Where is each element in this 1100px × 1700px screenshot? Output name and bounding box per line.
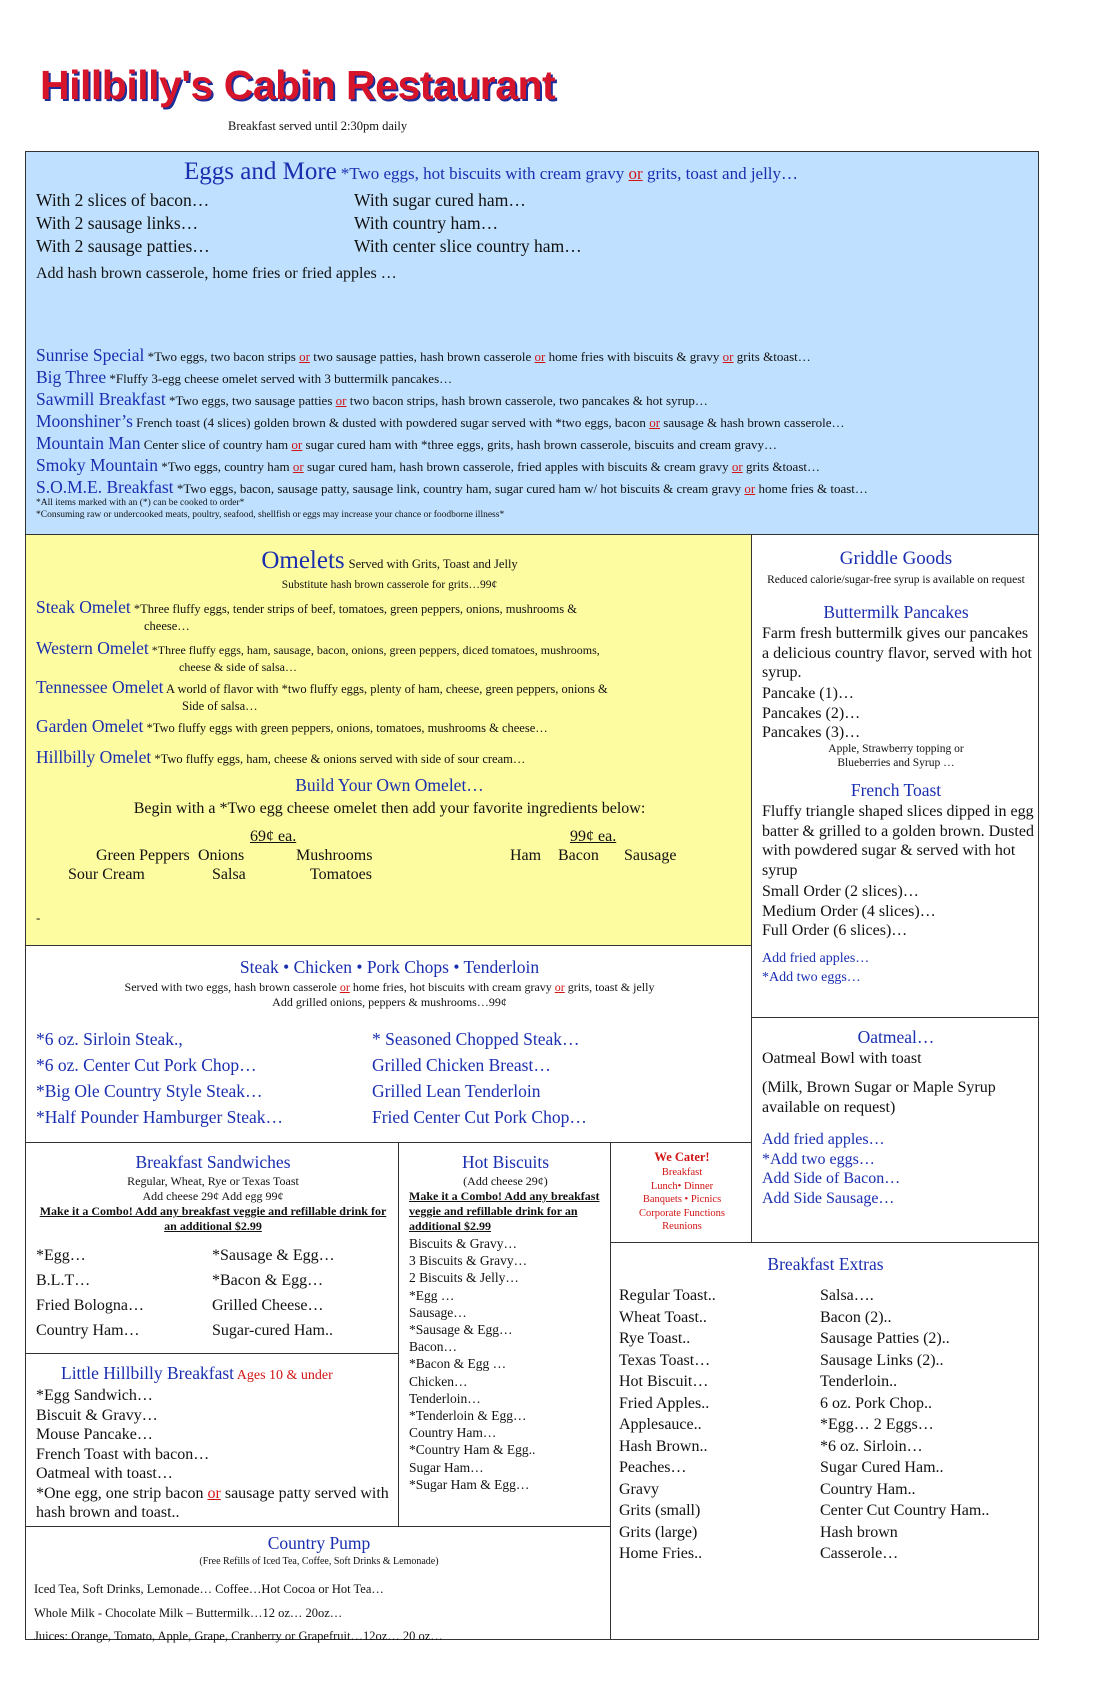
eggs-col1 xyxy=(36,189,210,258)
menu-item: Center Cut Country Ham.. xyxy=(820,1502,990,1519)
eggs-header xyxy=(184,158,798,186)
menu-item: With country ham… xyxy=(354,213,499,233)
extras-title: Breakfast Extras xyxy=(767,1254,884,1274)
menu-item: Fried Bologna… xyxy=(36,1297,144,1314)
steak-chicken-section xyxy=(25,945,752,1143)
omelet-desc: A world of flavor with *two fluffy eggs, plenty of ham, cheese, green peppers, onions & xyxy=(163,682,608,696)
special-desc: grits &toast… xyxy=(742,459,820,474)
dash-mark: - xyxy=(36,910,41,925)
little-list xyxy=(36,1386,392,1523)
menu-item: *6 oz. Sirloin… xyxy=(820,1437,923,1455)
menu-item: French Toast with bacon… xyxy=(36,1445,210,1463)
omelet-tennessee xyxy=(36,677,736,715)
pancake-list xyxy=(762,684,860,743)
menu-item: Pancake (1)… xyxy=(762,685,854,702)
or-word: or xyxy=(292,459,304,474)
pancakes-title: Buttermilk Pancakes xyxy=(823,602,969,622)
menu-item: Rye Toast.. xyxy=(619,1330,691,1347)
or-word: or xyxy=(731,459,743,474)
breakfast-extras-section xyxy=(610,1242,1039,1640)
special-sunrise xyxy=(36,345,1036,367)
sandwich-col1 xyxy=(36,1243,144,1343)
special-sawmill xyxy=(36,389,1036,411)
add-two-eggs: *Add two eggs… xyxy=(762,970,861,985)
biscuits-add-cheese: (Add cheese 29¢) xyxy=(463,1174,548,1188)
french-toast-desc: Fluffy triangle shaped slices dipped in egg batter & grilled to a golden brown. Dusted with powdered sugar & served with hot syrup xyxy=(762,803,1034,879)
menu-item: Grilled Cheese… xyxy=(212,1297,324,1314)
pump-title: Country Pump xyxy=(267,1533,371,1553)
menu-item: *Add two eggs… xyxy=(762,1150,875,1168)
menu-item: Tenderloin.. xyxy=(820,1373,898,1390)
menu-item: With 2 slices of bacon… xyxy=(36,190,210,210)
little-ages: Ages 10 & under xyxy=(234,1368,333,1383)
omelet-name: Hillbilly Omelet xyxy=(36,747,152,767)
menu-item: Fried Center Cut Pork Chop… xyxy=(372,1107,587,1127)
omelet-desc: *Two fluffy eggs with green peppers, onions, tomatoes, mushrooms & cheese… xyxy=(143,721,548,735)
cook-to-order-note: *All items marked with an (*) can be cooked to order* xyxy=(36,498,245,508)
special-desc: home fries with biscuits & gravy xyxy=(545,349,723,364)
oatmeal-title: Oatmeal… xyxy=(857,1027,935,1047)
or-word: or xyxy=(649,415,661,430)
little-hillbilly-section xyxy=(25,1353,399,1527)
menu-item: *One egg, one strip bacon or sausage patty served with hash brown and toast.. xyxy=(36,1484,389,1521)
menu-item: Add Side of Bacon… xyxy=(762,1170,901,1187)
menu-item: Sausage Links (2).. xyxy=(820,1351,944,1369)
oatmeal-adds xyxy=(762,1130,900,1208)
special-desc: Center slice of country ham xyxy=(140,437,292,452)
menu-item: Hash Brown.. xyxy=(619,1437,708,1455)
special-desc: two sausage patties, hash brown casserole xyxy=(309,349,535,364)
ingredients-69 xyxy=(68,845,396,885)
menu-item: With 2 sausage links… xyxy=(36,213,199,233)
menu-item: *Egg… xyxy=(36,1247,86,1264)
or-word: or xyxy=(299,349,310,364)
ingredient: Tomatoes xyxy=(310,866,372,883)
menu-item: With center slice country ham… xyxy=(354,236,582,256)
or-word: or xyxy=(207,1484,221,1502)
special-desc: sugar cured ham with *three eggs, grits, hash brown casserole, biscuits and cream gravy… xyxy=(302,437,777,452)
omelet-garden xyxy=(36,716,736,737)
menu-item: Applesauce.. xyxy=(619,1416,702,1433)
omelet-desc: cheese… xyxy=(144,619,190,633)
served-text: home fries, hot biscuits with cream gravy xyxy=(349,980,555,994)
menu-item: Grilled Chicken Breast… xyxy=(372,1055,551,1075)
price-69: 69¢ ea. xyxy=(250,828,297,845)
ingredient: Green Peppers xyxy=(96,847,190,864)
cater-item: Corporate Functions xyxy=(638,1207,726,1219)
hot-biscuits-section xyxy=(398,1142,611,1527)
menu-item: 2 Biscuits & Jelly… xyxy=(409,1270,519,1286)
menu-item: With sugar cured ham… xyxy=(354,190,526,210)
menu-item: Bacon… xyxy=(409,1339,457,1355)
omelet-desc: *Two fluffy eggs, ham, cheese & onions served with side of sour cream… xyxy=(151,752,526,766)
biscuits-title: Hot Biscuits xyxy=(461,1152,550,1172)
menu-item: Fried Apples.. xyxy=(619,1394,710,1412)
or-word: or xyxy=(335,393,347,408)
special-name: Big Three xyxy=(36,367,107,387)
served-text: Served with two eggs, hash brown casserole xyxy=(124,980,340,994)
menu-item: *6 oz. Center Cut Pork Chop… xyxy=(36,1055,257,1075)
omelets-served: Served with Grits, Toast and Jelly xyxy=(348,557,518,571)
menu-item: *Big Ole Country Style Steak… xyxy=(36,1081,263,1101)
pump-list xyxy=(34,1578,443,1649)
we-cater-section xyxy=(610,1142,752,1243)
french-toast-list xyxy=(762,882,936,941)
special-smoky-mountain xyxy=(36,455,1036,477)
restaurant-title: Hillbilly's Cabin Restaurant xyxy=(40,62,556,108)
steak-add: Add grilled onions, peppers & mushrooms…99¢ xyxy=(272,995,507,1009)
special-desc: grits &toast… xyxy=(733,349,811,364)
menu-item: Grilled Lean Tenderloin xyxy=(372,1081,541,1101)
cater-item: Lunch• Dinner xyxy=(650,1180,714,1192)
special-name: Mountain Man xyxy=(36,433,141,453)
special-desc: sugar cured ham, hash brown casserole, fried apples with biscuits & cream gravy xyxy=(303,459,732,474)
special-name: Smoky Mountain xyxy=(36,455,159,475)
add-fried-apples: Add fried apples… xyxy=(762,951,870,966)
omelet-name: Garden Omelet xyxy=(36,716,144,736)
menu-item: Sugar Cured Ham.. xyxy=(820,1459,944,1476)
ingredient: Bacon xyxy=(558,847,599,864)
menu-item: *Sugar Ham & Egg… xyxy=(409,1476,530,1492)
sandwich-combo: Make it a Combo! Add any breakfast veggie and refillable drink for an additional $2.99 xyxy=(39,1204,387,1233)
special-desc: *Two eggs, bacon, sausage patty, sausage link, country ham, sugar cured ham w/ hot biscuits & cream gravy xyxy=(173,481,745,496)
special-desc: *Two eggs, two bacon strips xyxy=(144,349,300,364)
omelets-header xyxy=(26,547,753,575)
menu-item: With 2 sausage patties… xyxy=(36,236,210,256)
menu-item: Add Side Sausage… xyxy=(762,1189,895,1207)
or-word: or xyxy=(339,980,350,994)
menu-item: B.L.T… xyxy=(36,1272,91,1289)
eggs-and-more-section xyxy=(25,151,1039,535)
omelet-steak xyxy=(36,597,736,635)
ingredient: Salsa xyxy=(212,866,246,883)
breakfast-sandwiches-section xyxy=(25,1142,399,1354)
menu-item: Chicken… xyxy=(409,1373,468,1389)
price-99: 99¢ ea. xyxy=(570,828,617,845)
special-moonshiners xyxy=(36,411,1036,433)
menu-item: Hot Biscuit… xyxy=(619,1373,709,1390)
omelet-name: Steak Omelet xyxy=(36,597,131,617)
omelets-title: Omelets xyxy=(261,547,345,574)
omelet-hillbilly xyxy=(36,747,736,768)
menu-item: Regular Toast.. xyxy=(619,1287,716,1304)
menu-item: Wheat Toast.. xyxy=(619,1308,707,1326)
menu-item: Gravy xyxy=(619,1480,659,1498)
biscuits-list xyxy=(409,1235,535,1493)
eggs-add-sides: Add hash brown casserole, home fries or fried apples … xyxy=(36,265,397,282)
omelet-desc: cheese & side of salsa… xyxy=(179,660,297,674)
menu-item: *Egg Sandwich… xyxy=(36,1387,153,1404)
menu-item: Home Fries.. xyxy=(619,1545,703,1562)
omelet-name: Tennessee Omelet xyxy=(36,677,164,697)
eggs-col2 xyxy=(354,189,582,258)
build-omelet-title: Build Your Own Omelet… xyxy=(295,775,484,795)
griddle-goods-section xyxy=(751,534,1039,1018)
cater-item: Banquets • Picnics xyxy=(642,1194,722,1205)
menu-item: 3 Biscuits & Gravy… xyxy=(409,1253,528,1269)
or-word: or xyxy=(744,481,756,496)
special-mountain-man xyxy=(36,433,1036,455)
menu-item: Sausage Patties (2).. xyxy=(820,1330,950,1347)
pancakes-desc: Farm fresh buttermilk gives our pancakes a delicious country flavor, served with hot syrup. xyxy=(762,625,1032,681)
specials-list xyxy=(36,345,1036,521)
special-desc: two bacon strips, hash brown casserole, two pancakes & hot syrup… xyxy=(346,393,708,408)
oatmeal-note: (Milk, Brown Sugar or Maple Syrup available on request) xyxy=(762,1079,996,1116)
steak-served xyxy=(26,979,753,995)
menu-item: Oatmeal with toast… xyxy=(36,1465,173,1482)
cater-item: Reunions xyxy=(662,1221,702,1232)
consumption-warning: *Consuming raw or undercooked meats, poultry, seafood, shellfish or eggs may increase your chance or foodborne illness* xyxy=(36,510,505,520)
steak-col1 xyxy=(36,1026,283,1130)
cater-title: We Cater! xyxy=(654,1150,710,1164)
or-word: or xyxy=(628,164,643,183)
sandwiches-title: Breakfast Sandwiches xyxy=(135,1152,291,1172)
special-name: S.O.M.E. Breakfast xyxy=(36,477,174,497)
menu-item: Pancakes (2)… xyxy=(762,704,861,722)
extras-col1 xyxy=(619,1285,716,1565)
ingredient: Sausage xyxy=(624,847,677,864)
menu-item: Hash brown xyxy=(820,1523,898,1541)
menu-item: Sugar-cured Ham.. xyxy=(212,1322,333,1339)
drink-line: Juices: Orange, Tomato, Apple, Grape, Cranberry or Grapefruit…12oz… 20 oz… xyxy=(34,1629,443,1643)
syrup-note: Reduced calorie/sugar-free syrup is available on request xyxy=(767,574,1025,586)
extras-col2 xyxy=(820,1285,989,1565)
drink-line: Whole Milk - Chocolate Milk – Buttermilk…12 oz… 20oz… xyxy=(34,1605,343,1620)
menu-item: Grits (small) xyxy=(619,1502,701,1519)
menu-item: Peaches… xyxy=(619,1459,687,1476)
ingredients-99 xyxy=(510,845,740,867)
menu-item: Bacon (2).. xyxy=(820,1308,892,1326)
menu-item: Sausage… xyxy=(409,1304,467,1320)
little-header xyxy=(61,1362,333,1385)
ingredient: Onions xyxy=(198,847,245,864)
country-pump-section xyxy=(25,1526,611,1643)
menu-item: *Bacon & Egg… xyxy=(212,1272,324,1289)
menu-item: Sugar Ham… xyxy=(409,1459,484,1475)
menu-item: Mouse Pancake… xyxy=(36,1426,153,1443)
french-toast-title: French Toast xyxy=(850,780,942,800)
menu-item: Add fried apples… xyxy=(762,1131,885,1148)
build-omelet-desc: Begin with a *Two egg cheese omelet then add your favorite ingredients below: xyxy=(133,800,646,817)
omelet-name: Western Omelet xyxy=(36,638,149,658)
special-desc: *Fluffy 3-egg cheese omelet served with 3 buttermilk pancakes… xyxy=(106,371,453,386)
steak-col2 xyxy=(372,1026,587,1130)
menu-item: Pancakes (3)… xyxy=(762,724,861,741)
omelets-substitute: Substitute hash brown casserole for grits…99¢ xyxy=(281,579,498,591)
serving-hours: Breakfast served until 2:30pm daily xyxy=(228,119,408,133)
cater-list xyxy=(611,1166,753,1234)
biscuits-combo: Make it a Combo! Add any breakfast veggie and refillable drink for an additional $2.99 xyxy=(409,1189,600,1233)
special-name: Moonshiner’s xyxy=(36,411,133,431)
omelets-section xyxy=(25,534,752,946)
omelet-desc: *Three fluffy eggs, ham, sausage, bacon, onions, green peppers, diced tomatoes, mushrooms, xyxy=(148,643,600,657)
sandwich-add-cheese: Add cheese 29¢ Add egg 99¢ xyxy=(142,1189,284,1203)
special-big-three xyxy=(36,367,1036,389)
menu-item: 6 oz. Pork Chop.. xyxy=(820,1394,932,1412)
or-word: or xyxy=(291,437,303,452)
menu-item: Country Ham.. xyxy=(820,1480,916,1498)
menu-item: * Seasoned Chopped Steak… xyxy=(372,1029,580,1049)
special-desc: *Two eggs, country ham xyxy=(158,459,293,474)
pump-note: (Free Refills of Iced Tea, Coffee, Soft Drinks & Lemonade) xyxy=(199,1556,439,1567)
menu-item: *Egg… 2 Eggs… xyxy=(820,1416,934,1433)
special-desc: French toast (4 slices) golden brown & dusted with powdered sugar served with *two eggs, bacon xyxy=(132,415,650,430)
special-desc: home fries & toast… xyxy=(755,481,868,496)
griddle-title: Griddle Goods xyxy=(839,548,953,569)
ingredient: Mushrooms xyxy=(296,847,373,864)
sandwich-breads: Regular, Wheat, Rye or Texas Toast xyxy=(127,1174,299,1188)
menu-item: Country Ham… xyxy=(409,1425,497,1441)
special-some xyxy=(36,477,1036,497)
or-word: or xyxy=(722,349,734,364)
menu-item: Texas Toast… xyxy=(619,1351,711,1369)
special-desc: *Two eggs, two sausage patties xyxy=(165,393,336,408)
menu-item: Medium Order (4 slices)… xyxy=(762,902,936,920)
menu-item: Casserole… xyxy=(820,1545,899,1562)
menu-item: Grits (large) xyxy=(619,1523,698,1541)
ingredient: Ham xyxy=(510,847,542,864)
omelet-desc: Side of salsa… xyxy=(182,699,258,713)
menu-item: Salsa…. xyxy=(820,1287,874,1304)
eggs-desc: grits, toast and jelly… xyxy=(642,164,799,183)
oatmeal-section xyxy=(751,1017,1039,1243)
little-title: Little Hillbilly Breakfast xyxy=(61,1363,235,1383)
menu-item: Tenderloin… xyxy=(409,1390,481,1406)
menu-item: *Country Ham & Egg.. xyxy=(409,1442,536,1458)
special-desc: sausage & hash brown casserole… xyxy=(660,415,845,430)
special-name: Sawmill Breakfast xyxy=(36,389,166,409)
menu-item: *Egg … xyxy=(409,1287,455,1303)
eggs-title: Eggs and More xyxy=(184,158,337,185)
topping-note: Apple, Strawberry topping or Blueberries and Syrup … xyxy=(828,743,964,769)
steak-title: Steak • Chicken • Pork Chops • Tenderloin xyxy=(239,957,540,977)
served-text: grits, toast & jelly xyxy=(564,980,655,994)
menu-item: *Half Pounder Hamburger Steak… xyxy=(36,1107,284,1127)
menu-item: *Sausage & Egg… xyxy=(409,1322,513,1338)
oatmeal-desc: Oatmeal Bowl with toast xyxy=(762,1050,922,1067)
menu-item: Biscuits & Gravy… xyxy=(409,1236,517,1251)
or-word: or xyxy=(534,349,546,364)
eggs-desc: *Two eggs, hot biscuits with cream gravy xyxy=(340,164,629,183)
ingredient: Sour Cream xyxy=(68,866,145,883)
menu-item: *Bacon & Egg … xyxy=(409,1356,507,1372)
menu-item: *Sausage & Egg… xyxy=(212,1247,335,1264)
menu-item: *6 oz. Sirloin Steak., xyxy=(36,1029,183,1049)
menu-item: Small Order (2 slices)… xyxy=(762,883,919,900)
menu-item: Biscuit & Gravy… xyxy=(36,1406,158,1424)
or-word: or xyxy=(554,980,565,994)
menu-item: Full Order (6 slices)… xyxy=(762,922,908,939)
cater-item: Breakfast xyxy=(661,1167,703,1178)
menu-item: Country Ham… xyxy=(36,1322,140,1339)
drink-line: Iced Tea, Soft Drinks, Lemonade… Coffee…Hot Cocoa or Hot Tea… xyxy=(34,1582,384,1596)
menu-item: *Tenderloin & Egg… xyxy=(409,1408,527,1424)
omelet-western xyxy=(36,638,736,676)
omelet-desc: *Three fluffy eggs, tender strips of beef, tomatoes, green peppers, onions, mushrooms & xyxy=(130,602,577,616)
sandwich-col2 xyxy=(212,1243,335,1343)
special-name: Sunrise Special xyxy=(36,345,145,365)
